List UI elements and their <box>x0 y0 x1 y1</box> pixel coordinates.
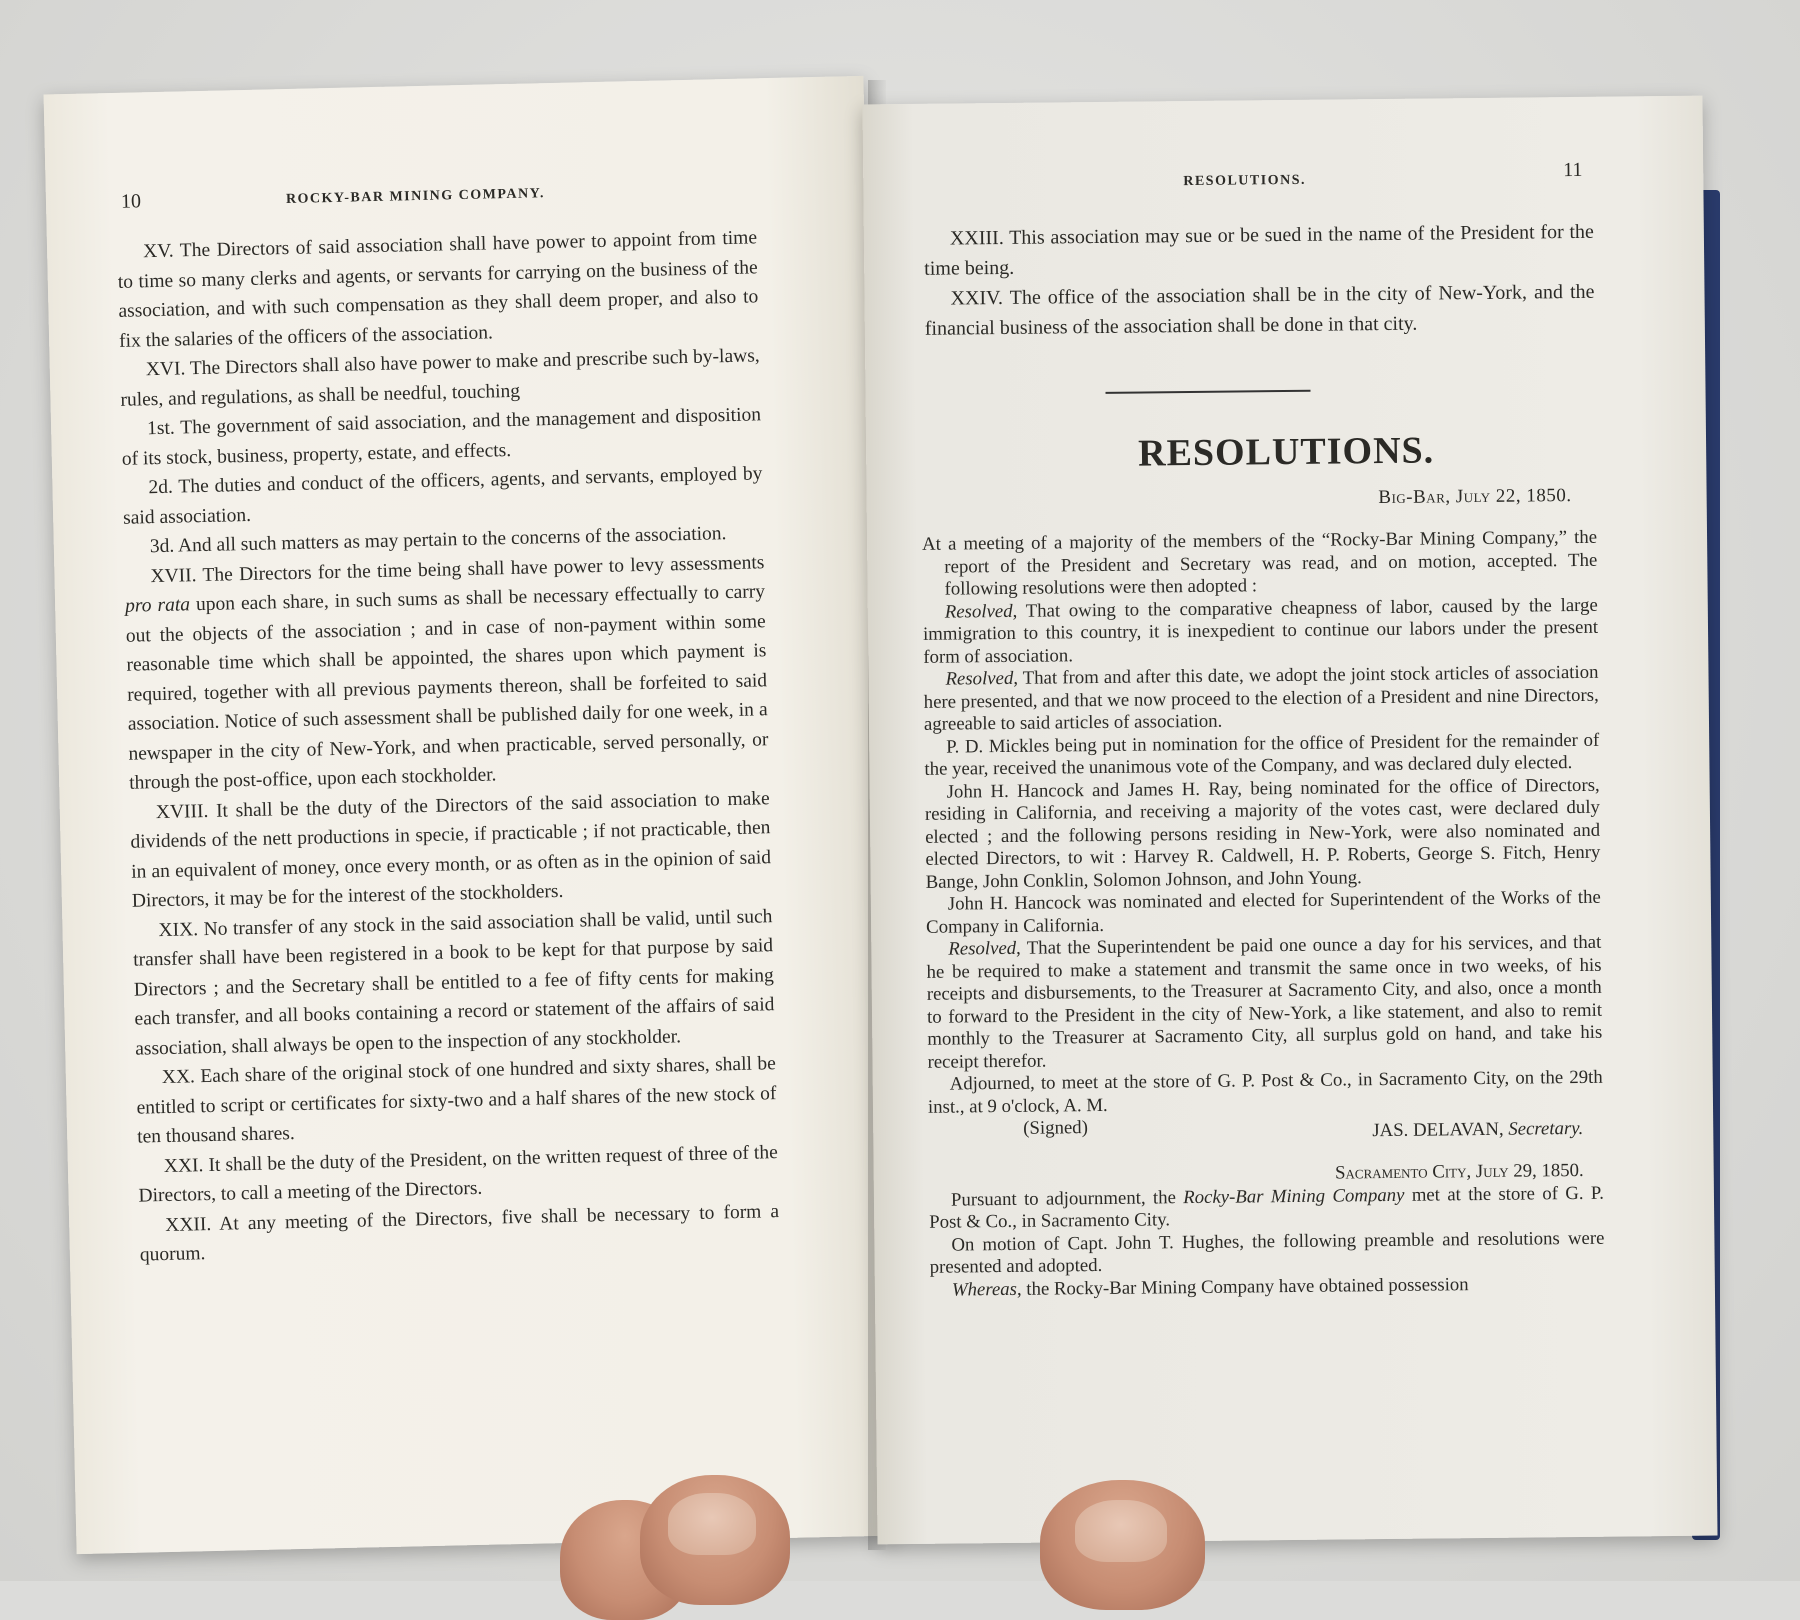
left-fingernail <box>668 1493 756 1555</box>
resolved-3: Resolved, That the Superintendent be paid one ounce a day for his services, and that he be required to make a statement and transmit the same once in two weeks, of his receipts and disbursements, to the Treasurer at Sacramento City, and also, once a month to forward to the President in the city of New-York, a like statement, and also to remit monthly to the Treasurer at Sacramento City, all surplus gold on hand, and take his receipt therefor. <box>926 931 1603 1073</box>
mickles-paragraph: P. D. Mickles being put in nomination for the office of President for the remainder of the year, received the unanimous vote of the Company, and was declared duly elected. <box>924 729 1600 780</box>
pursuant-paragraph: Pursuant to adjournment, the Rocky-Bar Mining Company met at the store of G. P. Post & Co., in Sacramento City. <box>929 1182 1605 1233</box>
directors-paragraph: John H. Hancock and James H. Ray, being nominated for the office of Directors, residing in California, and receiving a majority of the votes cast, were declared duly elected ; and the following persons residing in New-York, were also nominated and elected Directors, to wit : Harvey R. Caldwell, H. P. Roberts, George S. Fitch, Henry Bange, John Conklin, Solomon Johnson, and John Young. <box>924 774 1601 893</box>
right-page-top-articles <box>924 217 1595 344</box>
whereas-paragraph: Whereas, the Rocky-Bar Mining Company have obtained possession <box>951 1273 1469 1301</box>
signed-label: (Signed) <box>1023 1117 1089 1139</box>
resolutions-body <box>922 527 1605 1302</box>
left-page-body <box>117 223 780 1270</box>
right-running-head: RESOLUTIONS. <box>1183 172 1307 190</box>
left-page-number: 10 <box>120 190 142 213</box>
resolutions-heading: RESOLUTIONS. <box>1137 429 1435 475</box>
left-running-head: ROCKY-BAR MINING COMPANY. <box>285 186 546 208</box>
article-xx: XX. Each share of the original stock of one hundred and sixty shares, shall be entitled to script or certificates for sixty-two and a half shares of the new stock of ten thousand shares. <box>136 1053 777 1148</box>
dateline-big-bar: Big-Bar, July 22, 1850. <box>1378 485 1572 509</box>
dateline-sacramento: Sacramento City, July 29, 1850. <box>1334 1159 1584 1184</box>
clause-1st: 1st. The government of said association, and the management and disposition of its stock, business, property, estate, and effects. <box>121 404 762 470</box>
left-finger <box>640 1475 790 1605</box>
motion-paragraph: On motion of Capt. John T. Hughes, the following preamble and resolutions were presented and adopted. <box>929 1227 1605 1278</box>
secretary-signature: JAS. DELAVAN, Secretary. <box>1372 1117 1584 1142</box>
superintendent-paragraph: John H. Hancock was nominated and elected for Superintendent of the Works of the Company in California. <box>925 886 1601 938</box>
meeting-paragraph: At a meeting of a majority of the members of the “Rocky-Bar Mining Company,” the report of the President and Secretary was read, and on motion, accepted. The following resolutions were then adopted : <box>921 526 1598 600</box>
clause-3d: 3d. And all such matters as may pertain to the concerns of the association. <box>149 523 727 558</box>
section-divider <box>1106 390 1311 394</box>
resolved-1: Resolved, That owing to the comparative cheapness of labor, caused by the large immigration to this country, it is inexpedient to continue our labors under the present form of association. <box>922 594 1599 668</box>
left-page <box>44 76 897 1554</box>
clause-2d: 2d. The duties and conduct of the officers, agents, and servants, employed by said association. <box>122 463 763 529</box>
article-xxiii: XXIII. This association may sue or be sued in the name of the President for the time being. <box>924 220 1594 280</box>
right-page <box>862 96 1717 1545</box>
resolved-2: Resolved, That from and after this date, we adopt the joint stock articles of association here presented, and that we now proceed to the election of a President and nine Directors, agreeable to said articles of association. <box>923 661 1599 735</box>
article-xxiv: XXIV. The office of the association shall be in the city of New-York, and the financial business of the association shall be done in that city. <box>924 280 1595 340</box>
right-thumbnail <box>1075 1500 1167 1562</box>
article-xvii: XVII. The Directors for the time being shall have power to levy assessments pro rata upon each share, in such sums as shall be necessary effectually to carry out the objects of the association ; and in case of non-payment within some reasonable time which shall be appointed, the shares upon which payment is required, together with all previous payments thereon, shall be forfeited to said association. Notice of such assessment shall be published daily for one week, in a newspaper in the city of New-York, and when practicable, served personally, or through the post-office, upon each stockholder. <box>124 551 769 794</box>
article-xix: XIX. No transfer of any stock in the said association shall be valid, until such transfer shall have been registered in a book to be kept for that purpose by said Directors ; and the Secretary shall be entitled to a fee of fifty cents for making each transfer, and all books containing a record or statement of the affairs of said association, shall always be open to the inspection of any stockholder. <box>132 905 775 1060</box>
article-xxii: XXII. At any meeting of the Directors, five shall be necessary to form a quorum. <box>139 1200 780 1266</box>
article-xv: XV. The Directors of said association shall have power to appoint from time to time so many clerks and agents, or servants for carrying on the business of the association, and with such compensation as they shall deem proper, and also to fix the salaries of the officers of the association. <box>117 227 759 352</box>
article-xxi: XXI. It shall be the duty of the President, on the written request of three of the Directors, to call a meeting of the Directors. <box>138 1141 778 1207</box>
article-xvi: XVI. The Directors shall also have power to make and prescribe such by-laws, rules, and regulations, as shall be needful, touching <box>120 345 760 411</box>
right-thumb <box>1040 1480 1205 1610</box>
adjourned-paragraph: Adjourned, to meet at the store of G. P. Post & Co., in Sacramento City, on the 29th inst., at 9 o'clock, A. M. <box>927 1066 1603 1118</box>
right-page-number: 11 <box>1563 158 1583 182</box>
article-xviii: XVIII. It shall be the duty of the Directors of the said association to make dividends of the nett productions in specie, if practicable ; if not practicable, then in an equivalent of money, once every month, or as often as in the opinion of said Directors, it may be for the interest of the stockholders. <box>130 787 772 912</box>
